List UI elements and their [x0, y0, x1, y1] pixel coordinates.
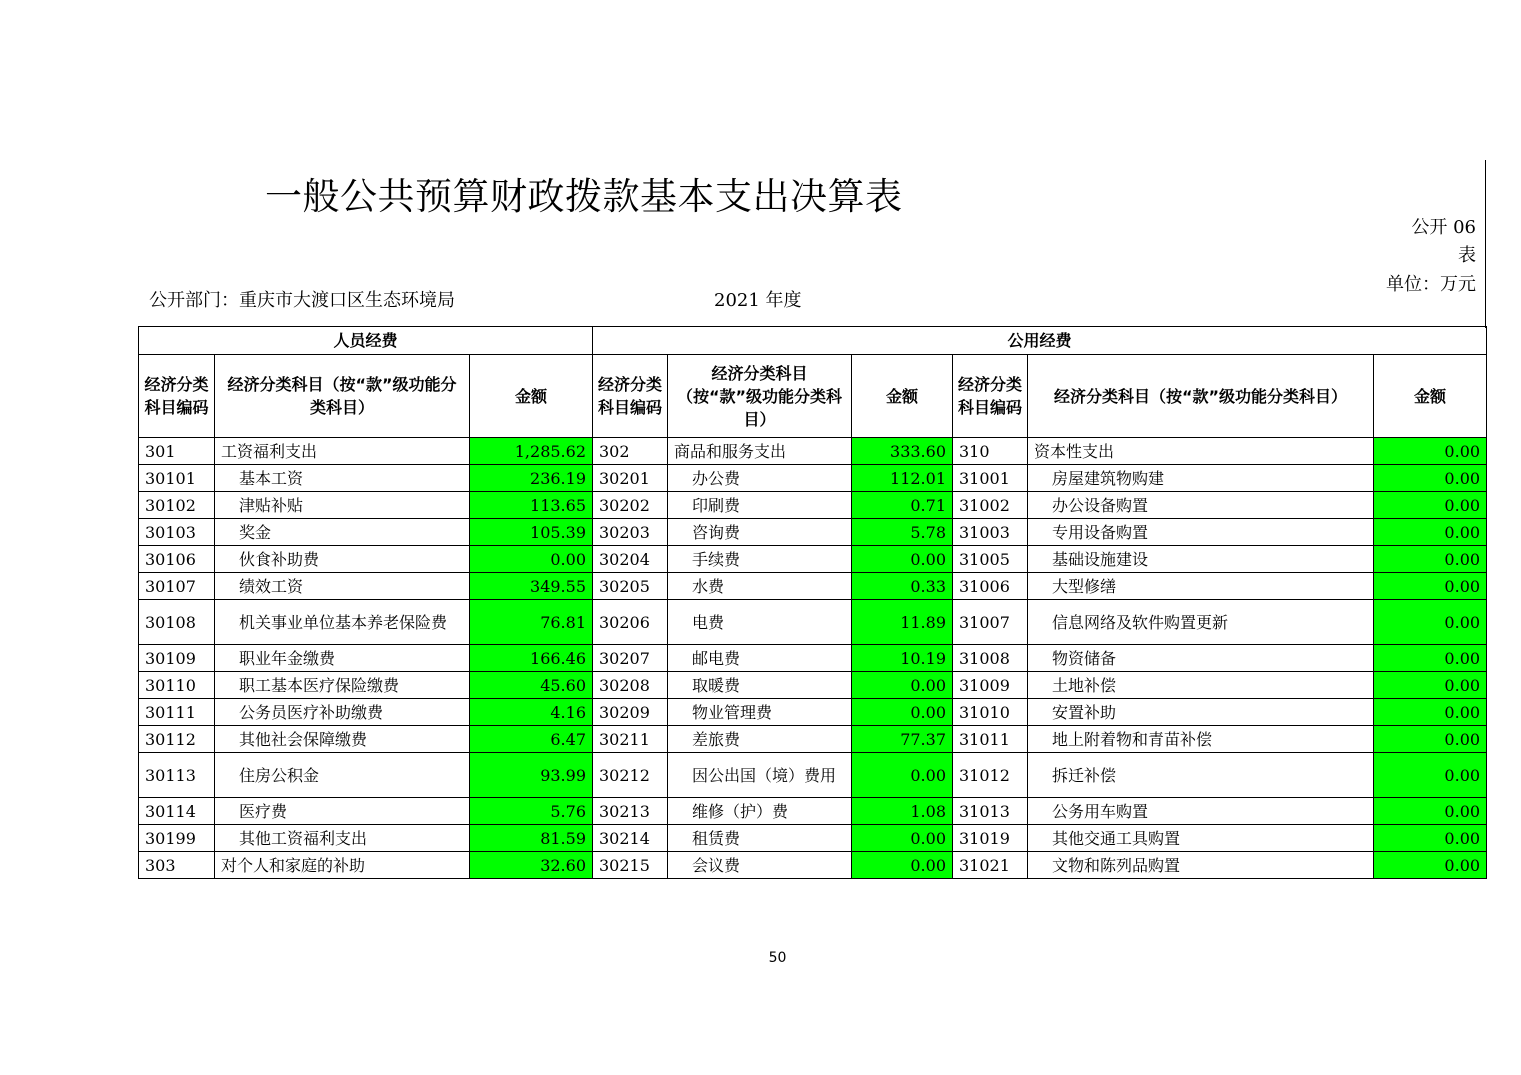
item-name: 房屋建筑物购建	[1052, 468, 1165, 488]
budget-table	[138, 326, 1487, 879]
page-number: 50	[768, 950, 787, 966]
header-name-1: 经济分类科目（按“款”级功能分类科目）	[215, 355, 470, 438]
item-name-cell: 商品和服务支出	[668, 438, 852, 465]
code-cell: 31013	[953, 798, 1028, 825]
item-name: 其他交通工具购置	[1052, 828, 1181, 848]
item-name: 印刷费	[692, 495, 741, 515]
code-cell: 30106	[139, 546, 215, 573]
header-amount-1: 金额	[470, 355, 593, 438]
amount-cell: 0.00	[1374, 825, 1487, 852]
header-amount-3: 金额	[1374, 355, 1487, 438]
amount-cell: 0.00	[1374, 573, 1487, 600]
item-name-cell	[668, 465, 852, 492]
item-name-cell	[215, 600, 470, 645]
item-name-cell	[1028, 852, 1374, 879]
table-row	[139, 519, 1487, 546]
amount-cell: 0.00	[852, 699, 953, 726]
header-code-1: 经济分类科目编码	[139, 355, 215, 438]
amount-cell: 0.00	[470, 546, 593, 573]
item-name-cell	[668, 546, 852, 573]
code-cell: 31009	[953, 672, 1028, 699]
amount-cell: 0.00	[1374, 645, 1487, 672]
code-cell: 30199	[139, 825, 215, 852]
header-name-2: 经济分类科目（按“款”级功能分类科目）	[668, 355, 852, 438]
table-row	[139, 492, 1487, 519]
amount-cell: 236.19	[470, 465, 593, 492]
item-name-cell	[1028, 825, 1374, 852]
item-name-cell: 对个人和家庭的补助	[215, 852, 470, 879]
item-name: 伙食补助费	[239, 549, 320, 569]
right-border-rule	[1485, 160, 1486, 328]
item-name: 医疗费	[239, 801, 288, 821]
item-name-cell	[215, 699, 470, 726]
item-name-cell	[1028, 492, 1374, 519]
section-personnel: 人员经费	[139, 327, 593, 355]
code-cell: 31006	[953, 573, 1028, 600]
amount-cell: 93.99	[470, 753, 593, 798]
amount-cell: 32.60	[470, 852, 593, 879]
table-row	[139, 645, 1487, 672]
amount-cell: 11.89	[852, 600, 953, 645]
code-cell: 30211	[593, 726, 668, 753]
code-cell: 302	[593, 438, 668, 465]
amount-cell: 0.00	[852, 672, 953, 699]
amount-cell: 105.39	[470, 519, 593, 546]
amount-cell: 5.76	[470, 798, 593, 825]
item-name-cell	[668, 645, 852, 672]
item-name-cell	[668, 492, 852, 519]
code-cell: 31002	[953, 492, 1028, 519]
table-row	[139, 852, 1487, 879]
item-name-cell	[668, 699, 852, 726]
code-cell: 301	[139, 438, 215, 465]
amount-cell: 1,285.62	[470, 438, 593, 465]
amount-cell: 0.33	[852, 573, 953, 600]
section-public: 公用经费	[593, 327, 1487, 355]
item-name: 大型修缮	[1052, 576, 1117, 596]
item-name: 公务用车购置	[1052, 801, 1149, 821]
code-cell: 31012	[953, 753, 1028, 798]
item-name: 职业年金缴费	[239, 648, 336, 668]
code-cell: 30102	[139, 492, 215, 519]
item-name-cell	[668, 798, 852, 825]
amount-cell: 0.00	[1374, 726, 1487, 753]
table-row	[139, 672, 1487, 699]
table-row	[139, 600, 1487, 645]
item-name: 咨询费	[692, 522, 741, 542]
amount-cell: 4.16	[470, 699, 593, 726]
code-cell: 303	[139, 852, 215, 879]
item-name: 拆迁补偿	[1052, 765, 1117, 785]
item-name-cell	[1028, 465, 1374, 492]
item-name-cell	[668, 852, 852, 879]
item-name-cell	[1028, 726, 1374, 753]
amount-cell: 81.59	[470, 825, 593, 852]
amount-cell: 0.00	[1374, 672, 1487, 699]
code-cell: 30215	[593, 852, 668, 879]
amount-cell: 166.46	[470, 645, 593, 672]
code-cell: 30201	[593, 465, 668, 492]
item-name-cell	[215, 573, 470, 600]
item-name: 住房公积金	[239, 765, 320, 785]
item-name: 差旅费	[692, 729, 741, 749]
code-cell: 30113	[139, 753, 215, 798]
item-name: 办公设备购置	[1052, 495, 1149, 515]
code-cell: 30209	[593, 699, 668, 726]
item-name: 机关事业单位基本养老保险费	[239, 612, 448, 632]
amount-cell: 0.71	[852, 492, 953, 519]
item-name-cell	[1028, 798, 1374, 825]
code-cell: 30110	[139, 672, 215, 699]
amount-cell: 0.00	[1374, 465, 1487, 492]
item-name: 信息网络及软件购置更新	[1052, 612, 1229, 632]
item-name: 会议费	[692, 855, 741, 875]
item-name-cell	[1028, 672, 1374, 699]
item-name-cell	[1028, 519, 1374, 546]
item-name-cell	[1028, 600, 1374, 645]
table-row	[139, 465, 1487, 492]
amount-cell: 77.37	[852, 726, 953, 753]
item-name: 职工基本医疗保险缴费	[239, 675, 400, 695]
item-name: 津贴补贴	[239, 495, 304, 515]
item-name-cell	[1028, 753, 1374, 798]
item-name: 基本工资	[239, 468, 304, 488]
table-row	[139, 699, 1487, 726]
header-code-3: 经济分类科目编码	[953, 355, 1028, 438]
amount-cell: 0.00	[1374, 600, 1487, 645]
item-name-cell	[215, 726, 470, 753]
code-cell: 30204	[593, 546, 668, 573]
item-name: 其他工资福利支出	[239, 828, 368, 848]
amount-cell: 45.60	[470, 672, 593, 699]
item-name-cell: 工资福利支出	[215, 438, 470, 465]
amount-cell: 6.47	[470, 726, 593, 753]
unit-label: 单位：万元	[1386, 274, 1476, 295]
code-cell: 31008	[953, 645, 1028, 672]
item-name-cell	[215, 825, 470, 852]
item-name: 绩效工资	[239, 576, 304, 596]
amount-cell: 0.00	[852, 753, 953, 798]
item-name: 物业管理费	[692, 702, 773, 722]
amount-cell: 76.81	[470, 600, 593, 645]
code-cell: 30214	[593, 825, 668, 852]
code-cell: 30208	[593, 672, 668, 699]
amount-cell: 0.00	[1374, 546, 1487, 573]
table-row	[139, 438, 1487, 465]
item-name: 维修（护）费	[692, 801, 789, 821]
year-label: 2021 年度	[714, 290, 802, 311]
code-cell: 30108	[139, 600, 215, 645]
table-row	[139, 753, 1487, 798]
code-cell: 31005	[953, 546, 1028, 573]
item-name-cell	[1028, 645, 1374, 672]
item-name-cell	[668, 753, 852, 798]
code-cell: 30213	[593, 798, 668, 825]
code-cell: 31010	[953, 699, 1028, 726]
item-name-cell	[668, 600, 852, 645]
item-name: 租赁费	[692, 828, 741, 848]
table-row	[139, 798, 1487, 825]
code-cell: 30114	[139, 798, 215, 825]
item-name: 取暖费	[692, 675, 741, 695]
item-name: 文物和陈列品购置	[1052, 855, 1181, 875]
code-cell: 30212	[593, 753, 668, 798]
code-cell: 31001	[953, 465, 1028, 492]
table-number: 公开 06 表	[1411, 217, 1476, 266]
item-name-cell	[215, 753, 470, 798]
item-name-cell	[215, 492, 470, 519]
item-name: 手续费	[692, 549, 741, 569]
amount-cell: 0.00	[1374, 753, 1487, 798]
header-name-3: 经济分类科目（按“款”级功能分类科目）	[1028, 355, 1374, 438]
item-name-cell	[215, 645, 470, 672]
code-cell: 31007	[953, 600, 1028, 645]
item-name: 奖金	[239, 522, 272, 542]
item-name-cell	[1028, 573, 1374, 600]
code-cell: 31003	[953, 519, 1028, 546]
item-name: 因公出国（境）费用	[692, 765, 837, 785]
department-label: 公开部门：重庆市大渡口区生态环境局	[149, 290, 455, 311]
amount-cell: 0.00	[1374, 798, 1487, 825]
item-name-cell	[215, 672, 470, 699]
header-amount-2: 金额	[852, 355, 953, 438]
item-name-cell: 资本性支出	[1028, 438, 1374, 465]
item-name-cell	[668, 573, 852, 600]
table-row	[139, 726, 1487, 753]
code-cell: 30107	[139, 573, 215, 600]
code-cell: 30109	[139, 645, 215, 672]
item-name-cell	[668, 825, 852, 852]
item-name: 土地补偿	[1052, 675, 1117, 695]
code-cell: 30202	[593, 492, 668, 519]
amount-cell: 112.01	[852, 465, 953, 492]
item-name-cell	[668, 519, 852, 546]
code-cell: 30205	[593, 573, 668, 600]
code-cell: 310	[953, 438, 1028, 465]
code-cell: 30111	[139, 699, 215, 726]
item-name: 公务员医疗补助缴费	[239, 702, 384, 722]
amount-cell: 1.08	[852, 798, 953, 825]
amount-cell: 0.00	[852, 852, 953, 879]
item-name: 邮电费	[692, 648, 741, 668]
header-code-2: 经济分类科目编码	[593, 355, 668, 438]
amount-cell: 10.19	[852, 645, 953, 672]
item-name-cell	[668, 672, 852, 699]
item-name-cell	[668, 726, 852, 753]
code-cell: 31021	[953, 852, 1028, 879]
amount-cell: 349.55	[470, 573, 593, 600]
item-name: 电费	[692, 612, 725, 632]
amount-cell: 113.65	[470, 492, 593, 519]
item-name-cell	[215, 798, 470, 825]
code-cell: 30206	[593, 600, 668, 645]
amount-cell: 0.00	[1374, 519, 1487, 546]
item-name: 其他社会保障缴费	[239, 729, 368, 749]
code-cell: 30207	[593, 645, 668, 672]
code-cell: 30103	[139, 519, 215, 546]
item-name-cell	[215, 465, 470, 492]
amount-cell: 5.78	[852, 519, 953, 546]
item-name: 基础设施建设	[1052, 549, 1149, 569]
item-name-cell	[1028, 699, 1374, 726]
table-row	[139, 546, 1487, 573]
code-cell: 30203	[593, 519, 668, 546]
item-name: 办公费	[692, 468, 741, 488]
item-name-cell	[215, 519, 470, 546]
item-name: 物资储备	[1052, 648, 1117, 668]
amount-cell: 0.00	[1374, 492, 1487, 519]
amount-cell: 0.00	[1374, 852, 1487, 879]
amount-cell: 0.00	[852, 546, 953, 573]
amount-cell: 0.00	[1374, 438, 1487, 465]
code-cell: 31011	[953, 726, 1028, 753]
table-row	[139, 825, 1487, 852]
code-cell: 30112	[139, 726, 215, 753]
item-name-cell	[1028, 546, 1374, 573]
amount-cell: 0.00	[1374, 699, 1487, 726]
item-name-cell	[215, 546, 470, 573]
table-row	[139, 573, 1487, 600]
item-name: 水费	[692, 576, 725, 596]
code-cell: 31019	[953, 825, 1028, 852]
code-cell: 30101	[139, 465, 215, 492]
item-name: 专用设备购置	[1052, 522, 1149, 542]
amount-cell: 333.60	[852, 438, 953, 465]
item-name: 安置补助	[1052, 702, 1117, 722]
item-name: 地上附着物和青苗补偿	[1052, 729, 1213, 749]
amount-cell: 0.00	[852, 825, 953, 852]
page-title: 一般公共预算财政拨款基本支出决算表	[265, 175, 903, 218]
